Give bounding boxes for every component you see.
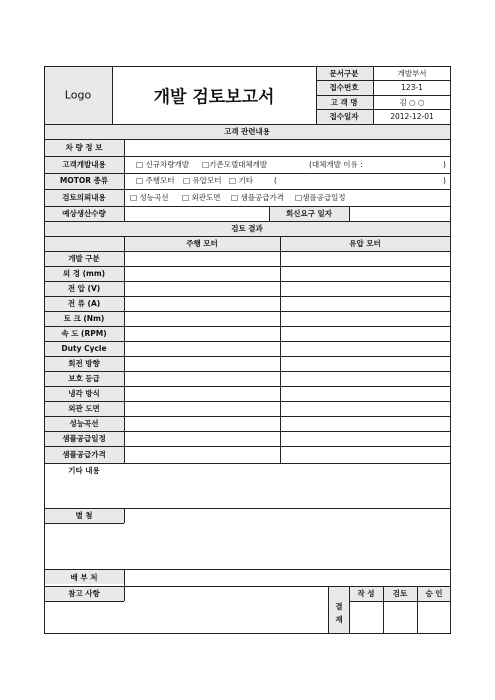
approval-label: 재 bbox=[335, 615, 343, 624]
border-left bbox=[44, 66, 45, 634]
review-row-label: 냉각 방식 bbox=[68, 389, 100, 398]
review-row-label: 전 류 (A) bbox=[67, 299, 101, 308]
rule bbox=[44, 173, 451, 174]
rule bbox=[124, 139, 125, 221]
rule bbox=[349, 601, 451, 602]
rule bbox=[269, 206, 270, 221]
rule bbox=[316, 109, 451, 110]
rule bbox=[44, 508, 451, 509]
option-checkbox[interactable]: □ 주행모터 bbox=[136, 176, 175, 185]
rule bbox=[328, 586, 329, 634]
option-checkbox[interactable]: □ 신규차량개발 bbox=[136, 160, 189, 169]
meta-label: 문서구분 bbox=[329, 69, 359, 78]
approval-label: 결 bbox=[335, 602, 343, 611]
reference-label: 참고 사항 bbox=[68, 589, 100, 598]
field-label: 예상생산수량 bbox=[62, 209, 106, 218]
rule bbox=[280, 236, 281, 463]
meta-label: 접수번호 bbox=[329, 83, 359, 92]
rule bbox=[44, 386, 451, 387]
rule bbox=[124, 569, 125, 586]
review-row-label: 샘플공급일정 bbox=[62, 434, 106, 443]
option-checkbox[interactable]: □기존모델대체개발 bbox=[202, 160, 268, 169]
rule bbox=[417, 586, 418, 634]
review-row-label: 외관 도면 bbox=[68, 404, 100, 413]
meta-value: 김 ○ ○ bbox=[399, 98, 425, 107]
option-checkbox[interactable]: □ 기타 bbox=[229, 176, 253, 185]
review-section-title: 검토 결과 bbox=[231, 224, 263, 233]
rule bbox=[44, 586, 451, 587]
review-row-label: 토 크 (Nm) bbox=[63, 314, 105, 323]
rule bbox=[44, 569, 451, 570]
bracket-close: ) bbox=[443, 176, 446, 185]
rule bbox=[44, 139, 451, 140]
rule bbox=[44, 156, 451, 157]
rule bbox=[44, 371, 451, 372]
border-right bbox=[450, 66, 451, 634]
review-row-label: 외 경 (mm) bbox=[62, 269, 106, 278]
rule bbox=[44, 341, 451, 342]
report-form bbox=[44, 66, 451, 634]
rule bbox=[44, 401, 451, 402]
option-checkbox[interactable]: □샘플공급일정 bbox=[295, 193, 346, 202]
replacement-reason: (대체개발 이유 : bbox=[309, 160, 363, 169]
rule bbox=[124, 236, 125, 463]
option-checkbox[interactable]: □ 샘플공급가격 bbox=[231, 193, 284, 202]
review-row-label: 개발 구분 bbox=[68, 254, 100, 263]
rule bbox=[44, 356, 451, 357]
rule bbox=[44, 296, 451, 297]
rule bbox=[44, 326, 451, 327]
rule bbox=[124, 586, 125, 601]
approval-column: 검토 bbox=[392, 589, 408, 598]
approval-column: 작 성 bbox=[357, 589, 375, 598]
rule bbox=[44, 463, 451, 464]
column-header: 유압 모터 bbox=[349, 239, 381, 248]
meta-value: 개발부서 bbox=[397, 69, 427, 78]
page-title: 개발 검토보고서 bbox=[153, 87, 275, 108]
rule bbox=[44, 601, 124, 602]
rule bbox=[44, 221, 451, 222]
review-row-label: 성능곡선 bbox=[69, 419, 99, 428]
rule bbox=[44, 523, 124, 524]
rule bbox=[44, 416, 451, 417]
rule bbox=[112, 66, 113, 124]
review-row-label: 회전 방향 bbox=[68, 359, 100, 368]
meta-label: 고 객 명 bbox=[330, 98, 358, 107]
rule bbox=[44, 236, 451, 237]
review-row-label: Duty Cycle bbox=[61, 344, 107, 353]
review-row-label: 보호 등급 bbox=[68, 374, 100, 383]
field-label: 검토의뢰내용 bbox=[62, 193, 106, 202]
field-label: 차 량 정 보 bbox=[65, 143, 103, 152]
meta-label: 접수일자 bbox=[329, 112, 359, 121]
logo: Logo bbox=[64, 88, 92, 102]
border-top bbox=[44, 66, 451, 67]
rule bbox=[316, 80, 451, 81]
field-label: MOTOR 종류 bbox=[59, 176, 109, 185]
rule bbox=[124, 508, 125, 523]
rule bbox=[383, 586, 384, 634]
rule bbox=[44, 124, 451, 125]
meta-value: 2012-12-01 bbox=[390, 112, 434, 121]
approval-column: 승 인 bbox=[425, 589, 443, 598]
field-label: 고객개발내용 bbox=[62, 160, 106, 169]
option-checkbox[interactable]: □ 성능곡선 bbox=[130, 193, 169, 202]
rule bbox=[44, 311, 451, 312]
review-col-header-band bbox=[124, 236, 451, 251]
bracket-open: ( bbox=[274, 176, 277, 185]
rule bbox=[349, 206, 350, 221]
column-header: 주행 모터 bbox=[186, 239, 218, 248]
option-checkbox[interactable]: □ 외관도면 bbox=[182, 193, 221, 202]
rule bbox=[44, 206, 451, 207]
other-content-label: 기타 내용 bbox=[68, 466, 100, 475]
review-row-label: 속 도 (RPM) bbox=[61, 329, 107, 338]
rule bbox=[349, 586, 350, 634]
rule bbox=[316, 95, 451, 96]
rule bbox=[44, 189, 451, 190]
field-label: 회신요구 일자 bbox=[285, 209, 333, 218]
attachment-label: 별 첨 bbox=[75, 511, 93, 520]
border-bottom bbox=[44, 633, 451, 634]
distribution-label: 배 부 처 bbox=[70, 573, 98, 582]
review-row-label: 샘플공급가격 bbox=[62, 450, 106, 459]
option-checkbox[interactable]: □ 유압모터 bbox=[183, 176, 222, 185]
review-row-label: 전 압 (V) bbox=[67, 284, 101, 293]
rule bbox=[44, 431, 451, 432]
rule bbox=[44, 281, 451, 282]
rule bbox=[44, 266, 451, 267]
rule bbox=[44, 251, 451, 252]
meta-value: 123-1 bbox=[401, 83, 423, 92]
bracket-close: ) bbox=[443, 160, 446, 169]
customer-section-title: 고객 관련내용 bbox=[223, 127, 271, 136]
rule bbox=[44, 446, 451, 447]
